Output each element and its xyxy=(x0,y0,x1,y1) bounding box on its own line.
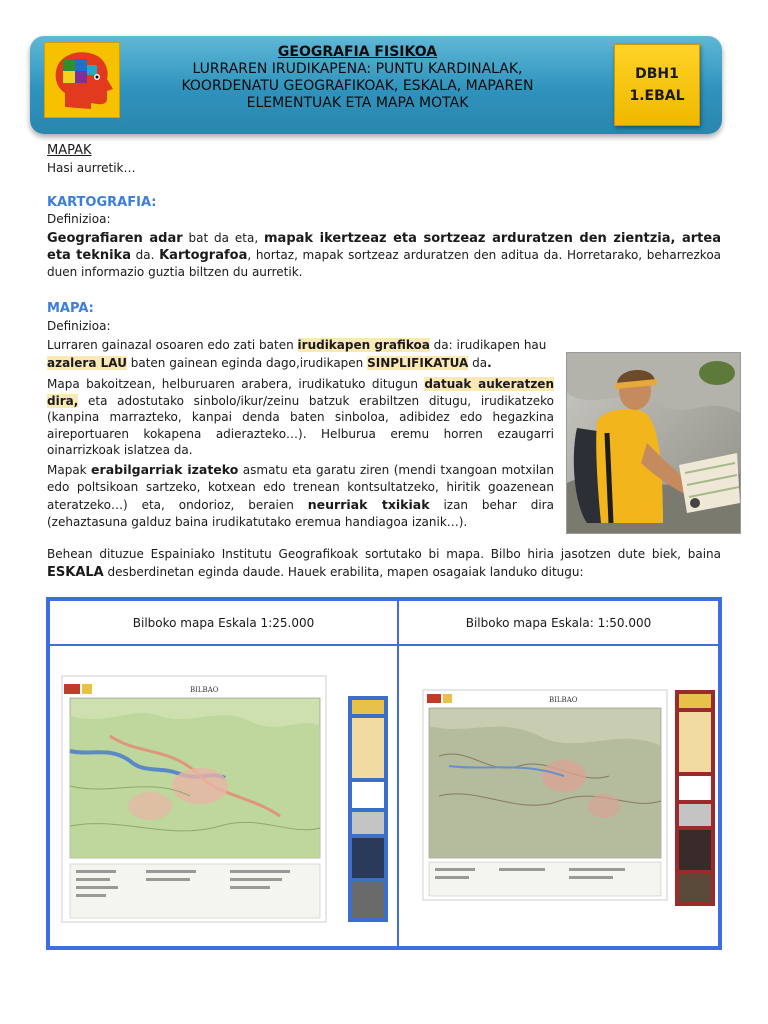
highlight-irudikapen-grafikoa: irudikapen grafikoa xyxy=(297,338,430,352)
header-title-block xyxy=(135,44,580,112)
badge-course: DBH1 xyxy=(635,66,679,82)
mapa-text-1: Lurraren gainazal osoaren edo zati baten xyxy=(47,338,298,352)
table-cell-map-25000 xyxy=(48,644,399,948)
hiker-photo-illustration xyxy=(567,353,740,533)
topographic-map-25000 xyxy=(50,646,397,946)
mapa-p3-text-2: asmatu eta garatu ziren (mendi txangoan motxilan edo poltsikoan sartzeko, kotxean edo trenean kontsultatzeko, hiritik goazenean ateratzeko…) eta, ondorioz, beraien xyxy=(47,463,554,512)
highlight-azalera-lau: azalera LAU xyxy=(47,356,127,370)
mapa-p2-text-2: eta adostutako sinbolo/ikur/zeinu batzuk erabiltzen ditugu, irudikatzeko (kanpina marrazteko, kanpai denda baten sinboloa, adibidez edo hegazkina aireportuaren kokapena adierazteko…). Helburua eremu horren ezaugarri oinarrizkoak islatzea da. xyxy=(47,393,554,457)
kartografia-text-1: bat da eta, xyxy=(182,231,264,245)
mapa-line-2-period: . xyxy=(487,356,492,370)
map-title-bilbao-50000: BILBAO xyxy=(549,696,578,704)
subtitle-line-2: KOORDENATU GEOGRAFIKOAK, ESKALA, MAPAREN xyxy=(181,78,534,94)
closing-text-1: Behean dituzue Espainiako Institutu Geografikoak sortutako bi mapa. Bilbo hiria jasotzen dute biek, baina xyxy=(47,547,721,561)
badge-evaluation: 1.EBAL xyxy=(629,88,685,104)
kartografia-text-2: da. xyxy=(130,248,160,262)
head-puzzle-icon xyxy=(45,43,119,117)
kartografia-text-3: , hortaz, mapak sortzeaz arduratzen den aditua da. Horretarako, beharrezkoa duen informazio guztia biltzen du aurretik. xyxy=(47,248,722,279)
mapa-text-2: da: irudikapen hau xyxy=(429,338,547,352)
table-header-scale-25000 xyxy=(48,599,399,646)
kartografia-definition-label: Definizioa: xyxy=(47,212,111,226)
head-puzzle-logo xyxy=(44,42,120,118)
mapa-p3-text-1: Mapak xyxy=(47,463,92,477)
header-text-50000: Bilboko mapa Eskala: 1:50.000 xyxy=(465,615,652,630)
intro-subtext: Hasi aurretik… xyxy=(47,161,136,175)
header-text-25000: Bilboko mapa Eskala 1:25.000 xyxy=(132,615,315,630)
mapa-paragraph-2 xyxy=(47,376,554,459)
maps-comparison-table xyxy=(46,597,722,950)
closing-bold-eskala: ESKALA xyxy=(47,565,104,580)
mapa-definition-text xyxy=(47,336,554,372)
mapa-p3-bold-2: neurriak txikiak xyxy=(307,497,430,512)
kartografia-bold-1: Geografiaren adar xyxy=(47,231,183,246)
kartografia-paragraph xyxy=(47,230,721,281)
ign-logo-icon xyxy=(64,684,80,694)
mapa-definition-label: Definizioa: xyxy=(47,319,111,333)
mapa-paragraph-3 xyxy=(47,461,554,531)
highlight-sinplifikatua: SINPLIFIKATUA xyxy=(367,356,469,370)
mapa-p2-text-1: Mapa bakoitzean, helburuaren arabera, irudikatuko ditugun xyxy=(47,377,425,391)
subtitle-line-1: LURRAREN IRUDIKAPENA: PUNTU KARDINALAK, xyxy=(192,61,523,77)
table-header-scale-50000 xyxy=(397,599,720,646)
topographic-map-50000 xyxy=(399,646,718,946)
kartografia-bold-3: Kartografoa xyxy=(159,248,248,263)
table-cell-map-50000 xyxy=(397,644,720,948)
ign-logo-icon-2 xyxy=(427,694,441,703)
subtitle-line-3: ELEMENTUAK ETA MAPA MOTAK xyxy=(246,95,469,111)
mapa-p3-bold-1: erabilgarriak izateko xyxy=(91,462,239,477)
kartografia-bold-2: mapak ikertzeaz eta sortzeaz arduratzen den zientzia, artea eta teknika xyxy=(47,231,721,263)
hiker-reading-map-photo xyxy=(566,352,741,534)
mapa-line-1 xyxy=(47,336,554,354)
mapa-line-2 xyxy=(47,354,554,372)
section-heading-mapak: MAPAK xyxy=(47,143,92,158)
map-title-bilbao-25000: BILBAO xyxy=(190,686,219,694)
highlight-datuak-aukeratzen: datuak aukeratzen dira, xyxy=(47,377,554,408)
mapa-p3-text-3: izan behar dira (zehaztasuna galduz baina irudikatutako eremua handiagoa izanik…). xyxy=(47,498,554,529)
section-heading-kartografia: KARTOGRAFIA: xyxy=(47,195,157,210)
closing-paragraph xyxy=(47,545,721,582)
course-badge xyxy=(614,44,700,126)
section-heading-mapa: MAPA: xyxy=(47,301,94,316)
page-title: GEOGRAFIA FISIKOA xyxy=(277,44,438,60)
mapa-text-3: baten gainean eginda dago,irudikapen xyxy=(126,356,368,370)
closing-text-2: desberdinetan eginda daude. Hauek erabilita, mapen osagaiak landuko ditugu: xyxy=(103,565,584,579)
mapa-text-4: da xyxy=(468,356,488,370)
